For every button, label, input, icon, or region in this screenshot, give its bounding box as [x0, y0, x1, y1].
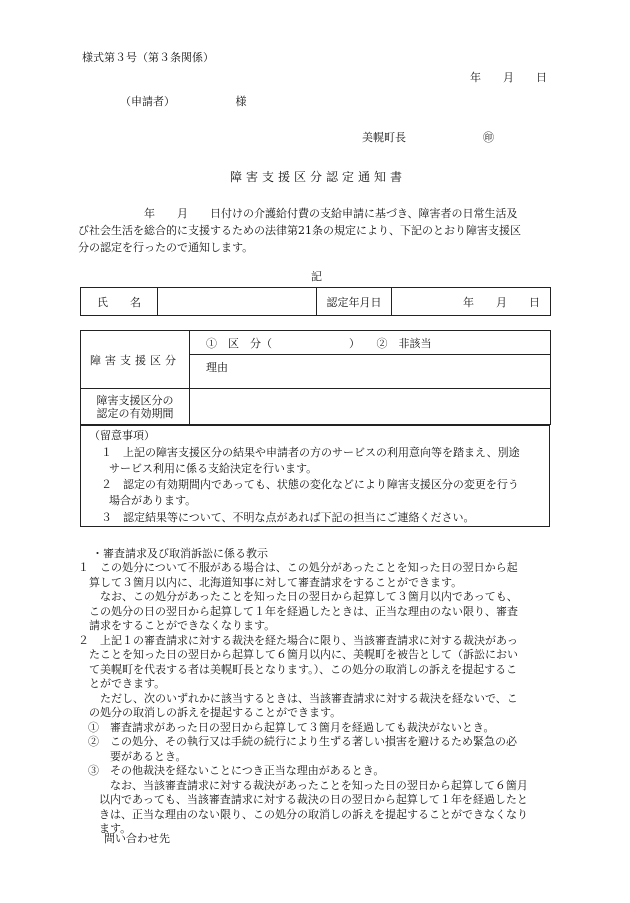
notes-box	[80, 425, 550, 527]
intro-line: 年 月 日付けの介護給付費の支給申請に基づき、障害者の日常生活及	[78, 207, 518, 220]
name-label: 氏 名	[81, 288, 158, 316]
appeal-line: の処分の取消しの訴えを提起することができます。	[78, 706, 342, 719]
applicant-line: （申請者） 様	[120, 95, 247, 108]
note-line: １ 上記の障害支援区分の結果や申請者の方のサービスの利用意向等を踏まえ、別途	[101, 446, 520, 459]
intro-line: び社会生活を総合的に支援するための法律第21条の規定により、下記のとおり障害支援区	[78, 224, 521, 237]
appeal-line: なお、当該審査請求に対する裁決があったことを知った日の翌日から起算して６箇月	[88, 778, 528, 792]
name-value	[158, 288, 317, 316]
intro-line: 分の認定を行ったので通知します。	[78, 241, 254, 254]
appeal-line: とができます。	[78, 677, 166, 690]
note-line: 場合があります。	[109, 494, 197, 507]
intro-paragraph	[78, 205, 521, 256]
cert-date-label: 認定年月日	[317, 288, 392, 316]
note-line: ３ 認定結果等について、不明な点があれば下記の担当にご連絡ください。	[101, 511, 475, 524]
appeal-line: ② この処分、その執行又は手続の続行により生ずる著しい損害を避けるため緊急の必	[88, 735, 517, 748]
validity-value	[190, 389, 551, 425]
validity-label-line: 認定の有効期間	[96, 406, 174, 420]
appeal-line: この処分の日の翌日から起算して１年を経過したときは、正当な理由のない限り、審査	[78, 604, 518, 618]
note-line: ２ 認定の有効期間内であっても、状態の変化などにより障害支援区分の変更を行う	[101, 478, 519, 491]
appeal-line: なお、この処分があったことを知った日の翌日から起算して３箇月以内であっても、	[78, 590, 518, 603]
appeal-line: ① 審査請求があった日の翌日から起算して３箇月を経過しても裁決がないとき。	[88, 720, 495, 734]
appeal-line: きは、正当な理由のない限り、この処分の取消しの訴えを提起することができなくなり	[88, 807, 528, 821]
category-options: ① 区 分（ ） ② 非該当	[190, 331, 551, 355]
validity-label-line: 障害支援区分の	[96, 393, 174, 407]
form-number: 様式第３号（第３条関係）	[82, 51, 214, 64]
appeal-line: ただし、次のいずれかに該当するときは、当該審査請求に対する裁決を経ないで、こ	[78, 691, 518, 705]
ki-label: 記	[311, 270, 322, 283]
contact-label: 問い合わせ先	[104, 832, 170, 845]
appeal-line: 算して３箇月以内に、北海道知事に対して審査請求をすることができます。	[78, 575, 463, 589]
appeal-line: ２ 上記１の審査請求に対する裁決を経た場合に限り、当該審査請求に対する裁決があっ	[78, 633, 518, 647]
category-label: 障害支援区分	[81, 331, 190, 389]
reason-label: 理由	[190, 355, 551, 389]
appeal-line: 要があるとき。	[88, 749, 187, 763]
appeal-line: 以内であっても、当該審査請求に対する裁決の日の翌日から起算して１年を経過したと	[88, 793, 528, 806]
appeal-line: １ この処分について不服がある場合は、この処分があったことを知った日の翌日から起	[78, 561, 518, 574]
validity-label	[81, 389, 190, 425]
note-line: サービス利用に係る支給決定を行います。	[109, 462, 318, 475]
date-line: 年 月 日	[470, 71, 547, 84]
appeal-line: ます。	[88, 822, 132, 835]
notes-heading: （留意事項）	[89, 429, 155, 442]
category-table	[80, 330, 551, 425]
appeal-heading: ・審査請求及び取消訴訟に係る教示	[92, 547, 268, 560]
appeal-line: 請求をすることができなくなります。	[78, 619, 276, 632]
name-date-table	[80, 287, 551, 316]
appeal-line: ③ その他裁決を経ないことにつき正当な理由があるとき。	[88, 764, 385, 777]
appeal-line: て美幌町を代表する者は美幌町長となります。）、この処分の取消しの訴えを提起するこ	[78, 662, 518, 676]
document-title: 障害支援区分認定通知書	[230, 170, 407, 184]
cert-date-value: 年 月 日	[392, 288, 551, 316]
issuer-line: 美幌町長 ㊞	[362, 131, 494, 144]
appeal-body	[78, 561, 528, 837]
appeal-line: たことを知った日の翌日から起算して６箇月以内に、美幌町を被告として（訴訟におい	[78, 648, 518, 661]
